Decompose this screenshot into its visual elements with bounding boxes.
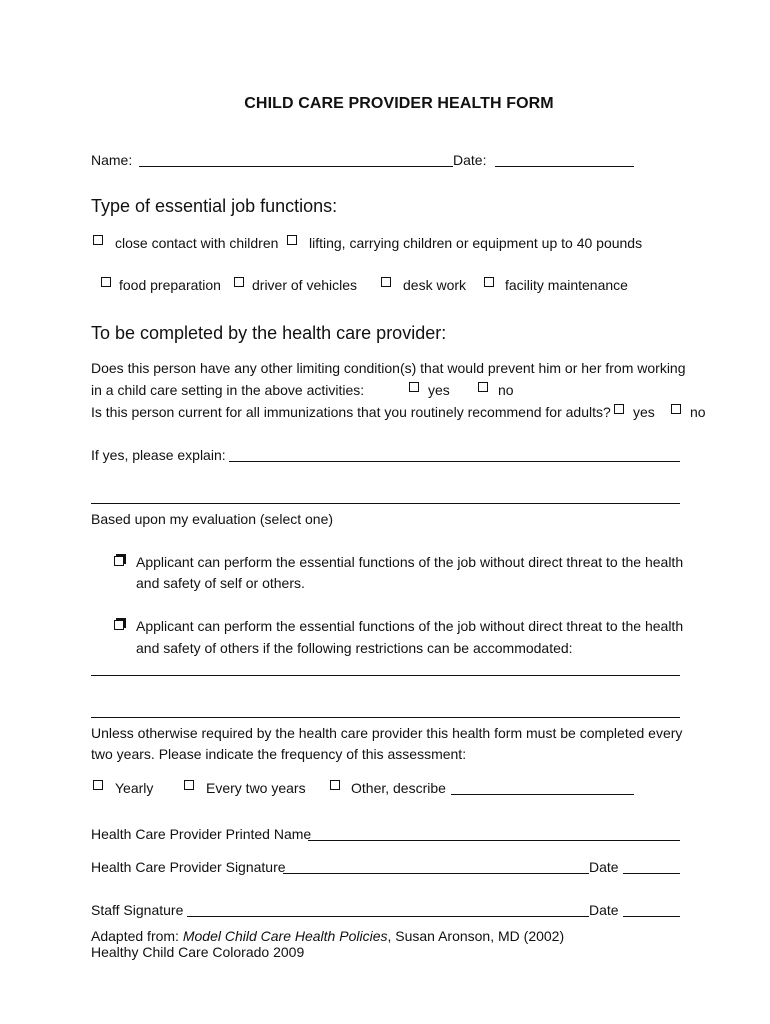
staff-signature-field[interactable] <box>187 916 589 917</box>
adapted-suffix: , Susan Aronson, MD (2002) <box>387 928 565 944</box>
option-facility-maintenance: facility maintenance <box>505 277 628 293</box>
other-describe-field[interactable] <box>451 794 634 795</box>
printed-name-label: Health Care Provider Printed Name <box>91 826 312 842</box>
checkbox-close-contact[interactable] <box>93 235 103 245</box>
checkbox-limiting-no[interactable] <box>478 382 488 392</box>
evaluation-option2-line1: Applicant can perform the essential functions of the job without direct threat to the health <box>136 618 684 634</box>
checkbox-other[interactable] <box>330 780 340 790</box>
checkbox-facility-maintenance[interactable] <box>484 277 494 287</box>
checkbox-limiting-yes[interactable] <box>409 382 419 392</box>
staff-date-label: Date <box>589 902 619 918</box>
immunizations-yes-label: yes <box>633 404 655 420</box>
name-label: Name: <box>91 152 133 168</box>
provider-signature-field[interactable] <box>283 873 589 874</box>
explain-field-line2[interactable] <box>91 503 680 504</box>
date-label: Date: <box>453 152 487 168</box>
frequency-two-years-label: Every two years <box>206 780 306 796</box>
provider-date-label: Date <box>589 859 619 875</box>
adapted-from-line <box>91 928 564 944</box>
name-field[interactable] <box>139 166 453 167</box>
evaluation-option2-line2: and safety of others if the following restrictions can be accommodated: <box>136 640 573 656</box>
evaluation-option1-line1: Applicant can perform the essential functions of the job without direct threat to the health <box>136 554 684 570</box>
job-functions-heading: Type of essential job functions: <box>91 196 338 216</box>
checkbox-desk-work[interactable] <box>381 277 391 287</box>
provider-section-heading: To be completed by the health care provider: <box>91 323 447 343</box>
provider-date-field[interactable] <box>623 873 680 874</box>
form-title: CHILD CARE PROVIDER HEALTH FORM <box>244 95 554 112</box>
option-driver: driver of vehicles <box>252 277 358 293</box>
option-lifting: lifting, carrying children or equipment up to 40 pounds <box>309 235 643 251</box>
limiting-no-label: no <box>498 382 514 398</box>
frequency-text-line1: Unless otherwise required by the health care provider this health form must be completed every <box>91 725 683 741</box>
frequency-yearly-label: Yearly <box>115 780 154 796</box>
explain-label: If yes, please explain: <box>91 447 226 463</box>
frequency-other-label: Other, describe <box>351 780 446 796</box>
limiting-yes-label: yes <box>428 382 450 398</box>
staff-date-field[interactable] <box>623 916 680 917</box>
question-limiting-line2: in a child care setting in the above activities: <box>91 382 365 398</box>
explain-field[interactable] <box>229 461 680 462</box>
checkbox-lifting[interactable] <box>287 235 297 245</box>
option-food-preparation: food preparation <box>119 277 221 293</box>
checkbox-evaluation-with-restrictions[interactable] <box>114 618 126 630</box>
printed-name-field[interactable] <box>308 840 680 841</box>
checkbox-evaluation-no-restrictions[interactable] <box>114 554 126 566</box>
restrictions-field[interactable] <box>91 675 680 676</box>
question-immunizations: Is this person current for all immunizations that you routinely recommend for adults? <box>91 404 611 420</box>
evaluation-option1-line2: and safety of self or others. <box>136 575 305 591</box>
checkbox-immunizations-yes[interactable] <box>614 404 624 414</box>
checkbox-food-preparation[interactable] <box>101 277 111 287</box>
checkbox-every-two-years[interactable] <box>184 780 194 790</box>
provider-signature-label: Health Care Provider Signature <box>91 859 286 875</box>
option-desk-work: desk work <box>403 277 467 293</box>
adapted-prefix: Adapted from: <box>91 928 183 944</box>
staff-signature-label: Staff Signature <box>91 902 184 918</box>
adapted-source-title: Model Child Care Health Policies <box>182 928 388 944</box>
checkbox-immunizations-no[interactable] <box>671 404 681 414</box>
restrictions-field-line2[interactable] <box>91 717 680 718</box>
checkbox-yearly[interactable] <box>93 780 103 790</box>
date-field[interactable] <box>495 166 634 167</box>
question-limiting-line1: Does this person have any other limiting condition(s) that would prevent him or her from working <box>91 360 686 376</box>
evaluation-label: Based upon my evaluation (select one) <box>91 511 334 527</box>
option-close-contact: close contact with children <box>115 235 279 251</box>
footer-organization: Healthy Child Care Colorado 2009 <box>91 944 305 960</box>
checkbox-driver[interactable] <box>234 277 244 287</box>
immunizations-no-label: no <box>690 404 706 420</box>
frequency-text-line2: two years. Please indicate the frequency of this assessment: <box>91 746 467 762</box>
